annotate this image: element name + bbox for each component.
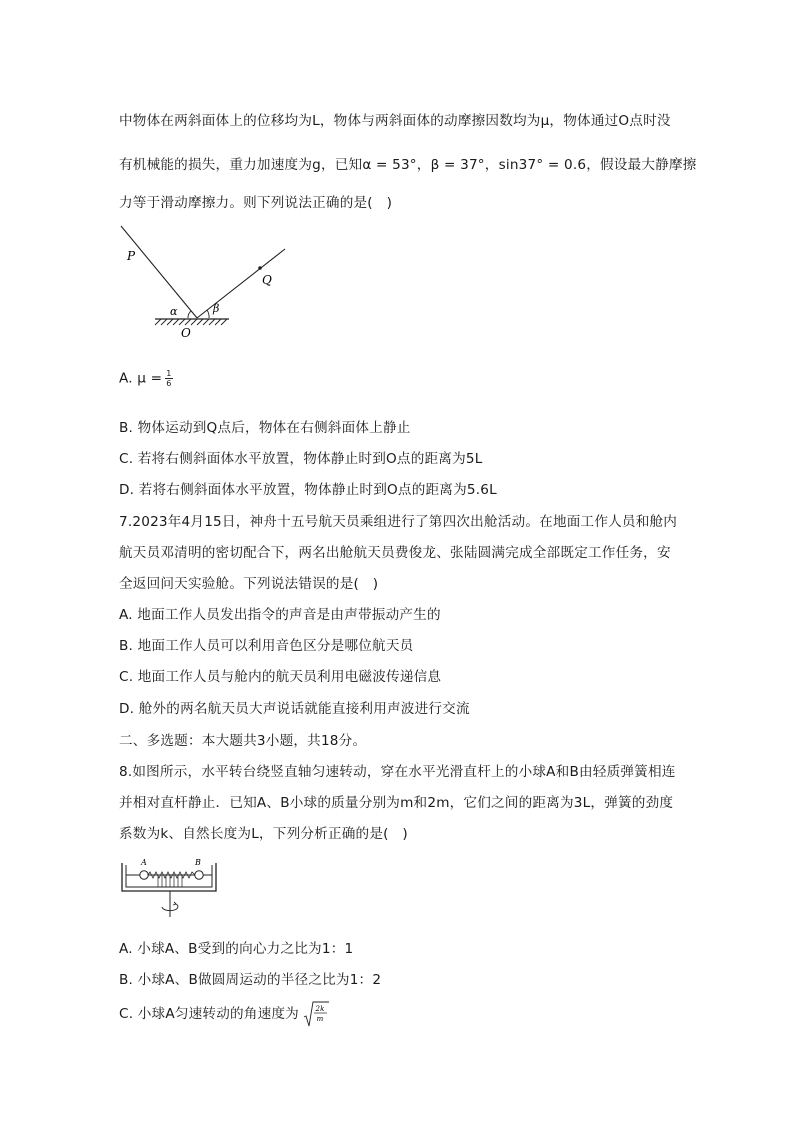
q8-option-b: B. 小球A、B做圆周运动的半径之比为1：2: [119, 972, 382, 988]
q8-stem-line-1: 8.如图所示，水平转台绕竖直轴匀速转动，穿在水平光滑直杆上的小球A和B由轻质弹簧相连: [119, 764, 676, 780]
q8-option-c: [119, 1000, 329, 1028]
q6-option-a-denominator: 6: [166, 379, 172, 388]
label-P: P: [127, 249, 136, 263]
turntable-figure: [118, 855, 222, 921]
q6-option-a-prefix: A. μ =: [119, 370, 163, 387]
q6-option-a-numerator: 1: [166, 369, 172, 378]
q7-stem-line-3: 全返回问天实验舱。下列说法错误的是( ): [119, 576, 379, 592]
q7-stem-line-2: 航天员邓清明的密切配合下，两名出舱航天员费俊龙、张陆圆满完成全部既定工作任务，安: [119, 545, 671, 561]
q7-option-a: A. 地面工作人员发出指令的声音是由声带振动产生的: [119, 607, 441, 623]
q7-stem-line-1: 7.2023年4月15日，神舟十五号航天员乘组进行了第四次出舱活动。在地面工作人员和舱内: [119, 514, 678, 530]
q7-option-b: B. 地面工作人员可以利用音色区分是哪位航天员: [119, 638, 414, 654]
q8-option-c-denominator: m: [316, 1015, 324, 1023]
label-B: B: [195, 858, 201, 867]
q8-stem-line-2: 并相对直杆静止．已知A、B小球的质量分别为m和2m，它们之间的距离为3L，弹簧的劲度: [119, 795, 674, 811]
q6-stem-line-2: 有机械能的损失，重力加速度为g，已知α = 53°，β = 37°，sin37° = 0.6，假设最大静摩擦: [119, 157, 697, 173]
q8-option-c-numerator: 2k: [315, 1005, 325, 1013]
q8-option-c-sqrt: [303, 1000, 329, 1028]
q6-option-a: [119, 369, 173, 388]
q6-stem-line-3: 力等于滑动摩擦力。则下列说法正确的是( ): [119, 195, 393, 211]
q7-option-c: C. 地面工作人员与舱内的航天员利用电磁波传递信息: [119, 669, 442, 685]
label-alpha: α: [170, 305, 178, 318]
q6-option-d: D. 若将右侧斜面体水平放置，物体静止时到O点的距离为5.6L: [119, 482, 497, 498]
q6-option-a-fraction: [165, 369, 172, 388]
label-A: A: [141, 858, 147, 867]
q6-option-c: C. 若将右侧斜面体水平放置，物体静止时到O点的距离为5L: [119, 451, 483, 467]
label-beta: β: [213, 302, 220, 315]
q7-option-d: D. 舱外的两名航天员大声说话就能直接利用声波进行交流: [119, 701, 470, 717]
q6-stem-line-1: 中物体在两斜面体上的位移均为L，物体与两斜面体的动摩擦因数均为μ，物体通过O点时没: [119, 113, 671, 129]
label-O: O: [181, 326, 191, 340]
q8-option-a: A. 小球A、B受到的向心力之比为1：1: [119, 941, 354, 957]
section-title-multiple-choice: 二、多选题：本大题共3小题，共18分。: [119, 733, 367, 749]
incline-figure: [115, 222, 295, 344]
q8-stem-line-3: 系数为k、自然长度为L，下列分析正确的是( ): [119, 826, 408, 842]
label-Q: Q: [262, 273, 272, 287]
q6-option-b: B. 物体运动到Q点后，物体在右侧斜面体上静止: [119, 420, 411, 436]
sqrt-sign-icon: [303, 1000, 329, 1028]
q8-option-c-prefix: C. 小球A匀速转动的角速度为: [119, 1006, 299, 1022]
